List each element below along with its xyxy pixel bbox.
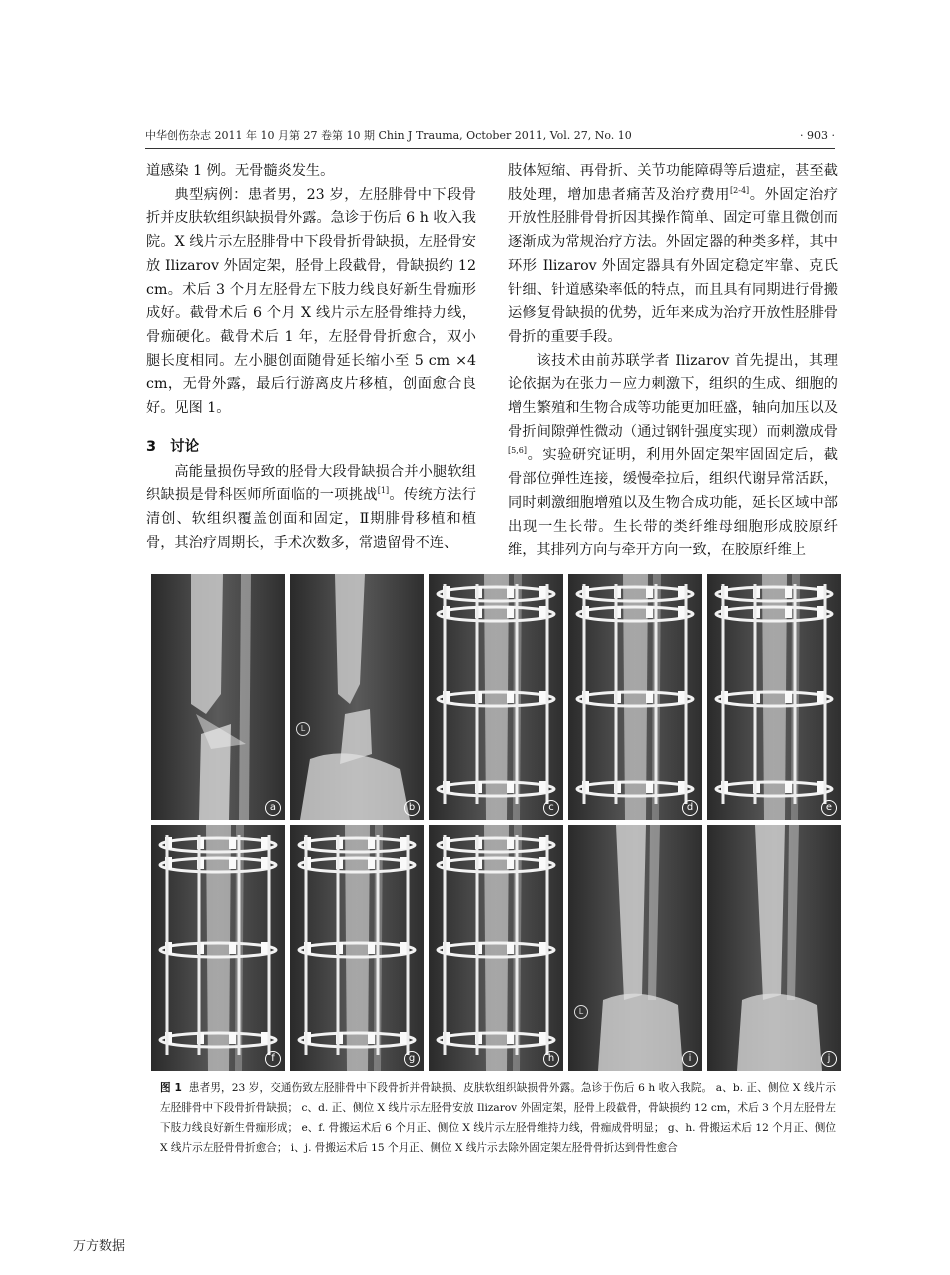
xray-image xyxy=(290,825,424,1071)
xray-panel-f xyxy=(151,825,285,1071)
section-number: 3 xyxy=(146,438,157,455)
xray-panel-a xyxy=(151,574,285,820)
panel-letter-badge: e xyxy=(821,800,837,816)
paragraph xyxy=(508,160,838,350)
paragraph xyxy=(508,350,838,563)
figure-xray-grid xyxy=(150,574,840,1072)
panel-letter-badge: c xyxy=(543,800,559,816)
xray-image xyxy=(707,825,841,1071)
citation: [5,6] xyxy=(508,446,527,456)
xray-image xyxy=(151,825,285,1071)
text-run: 。外固定治疗开放性胫腓骨骨折因其操作简单、固定可靠且微创而逐渐成为常规治疗方法。外固定器的种类多样，其中环形 Ilizarov 外固定器具有外固定稳定牢靠、克氏针细、针道感染率低的特点，而且具有同期进行骨搬运修复骨缺损的优势，近年来成为治疗开放性胫腓骨骨折的重要手段。 xyxy=(508,186,838,345)
xray-panel-g xyxy=(290,825,424,1071)
citation: [1] xyxy=(377,486,390,496)
xray-panel-h xyxy=(429,825,563,1071)
paragraph: 道感染 1 例。无骨髓炎发生。 xyxy=(146,163,335,179)
xray-image xyxy=(290,574,424,820)
panel-letter-badge: f xyxy=(265,1051,281,1067)
text-run: 高能量损伤导致的胫骨大段骨缺损合并小腿软组织缺损是骨科医师所面临的一项挑战 xyxy=(146,463,476,504)
citation: [2-4] xyxy=(730,185,750,195)
xray-panel-e xyxy=(707,574,841,820)
figure-caption xyxy=(160,1078,836,1158)
watermark: 万方数据 xyxy=(73,1239,126,1254)
case-paragraph: 典型病例：患者男，23 岁，左胫腓骨中下段骨折并皮肤软组织缺损骨外露。急诊于伤后 6 h 收入我院。X 线片示左胫腓骨中下段骨折骨缺损，左胫骨安放 Ilizarov 外固定架，胫骨上段截骨，骨缺损约 12 cm。术后 3 个月左胫骨左下肢力线良好新生骨痂形成好。截骨术后 6 个月 X 线片示左胫骨维持力线，骨痂硬化。截骨术后 1 年，左胫骨骨折愈合，双小腿长度相同。左小腿创面随骨延长缩小至 5 cm ×4 cm，无骨外露，最后行游离皮片移植，创面愈合良好。见图 1。 xyxy=(146,186,476,417)
journal-line: 中华创伤杂志 2011 年 10 月第 27 卷第 10 期 Chin J Trauma, October 2011, Vol. 27, No. 10 xyxy=(145,129,632,142)
text-run: 。传统方法行清创、软组织覆盖创面和固定，Ⅱ期腓骨移植和植骨，其治疗周期长，手术次数多，常遗留骨不连、 xyxy=(146,487,476,551)
panel-letter-badge: b xyxy=(404,800,420,816)
panel-letter-badge: d xyxy=(682,800,698,816)
xray-panel-b xyxy=(290,574,424,820)
section-title: 讨论 xyxy=(170,438,200,455)
panel-letter-badge: h xyxy=(543,1051,559,1067)
text-run: 该技术由前苏联学者 Ilizarov 首先提出，其理论依据为在张力－应力刺激下，组织的生成、细胞的增生繁殖和生物合成等功能更加旺盛，轴向加压以及骨折间隙弹性微动（通过钢针强度实现）而刺激成骨 xyxy=(508,352,838,440)
xray-image xyxy=(429,825,563,1071)
panel-letter-badge: a xyxy=(265,800,281,816)
xray-image xyxy=(568,574,702,820)
text-run: 肢体短缩、再骨折、关节功能障碍等后遗症，甚至截肢处理，增加患者痛苦及治疗费用 xyxy=(508,163,838,203)
text-run: 。实验研究证明，利用外固定架牢固固定后，截骨部位弹性连接，缓慢牵拉后，组织代谢异常活跃，同时刺激细胞增殖以及生物合成功能，延长区域中部出现一生长带。生长带的类纤维母细胞形成胶原纤维，其排列方向与牵开方向一致，在胶原纤维上 xyxy=(508,447,838,559)
xray-panel-d xyxy=(568,574,702,820)
panel-letter-badge: j xyxy=(821,1051,837,1067)
caption-text: 患者男，23 岁，交通伤致左胫腓骨中下段骨折并骨缺损、皮肤软组织缺损骨外露。急诊于伤后 6 h 收入我院。 a、b. 正、侧位 X 线片示左胫腓骨中下段骨折骨缺损； c、d. 正、侧位 X 线片示左胫骨安放 Ilizarov 外固定架，胫骨上段截骨，骨缺损约 12 cm，术后 3 个月左胫骨左下肢力线良好新生骨痂形成； e、f. 骨搬运术后 6 个月正、侧位 X 线片示左胫骨维持力线，骨痂成骨明显； g、h. 骨搬运术后 12 个月正、侧位 X 线片示左胫骨骨折愈合； i、j. 骨搬运术后 15 个月正、侧位 X 线片示去除外固定架左胫骨骨折达到骨性愈合 xyxy=(160,1082,836,1154)
caption-label: 图 1 xyxy=(160,1082,182,1094)
panel-letter-badge: i xyxy=(682,1051,698,1067)
xray-image xyxy=(707,574,841,820)
right-column xyxy=(508,160,838,563)
page-number: · 903 · xyxy=(800,129,835,142)
left-column xyxy=(146,160,476,556)
side-marker: L xyxy=(296,722,310,736)
xray-panel-j xyxy=(707,825,841,1071)
xray-panel-i xyxy=(568,825,702,1071)
header-rule xyxy=(145,148,835,149)
discussion-paragraph xyxy=(146,461,476,556)
xray-image xyxy=(151,574,285,820)
side-marker: L xyxy=(574,1005,588,1019)
running-header xyxy=(145,128,835,146)
section-heading xyxy=(146,435,476,459)
xray-image xyxy=(568,825,702,1071)
xray-image xyxy=(429,574,563,820)
panel-letter-badge: g xyxy=(404,1051,420,1067)
xray-panel-c xyxy=(429,574,563,820)
